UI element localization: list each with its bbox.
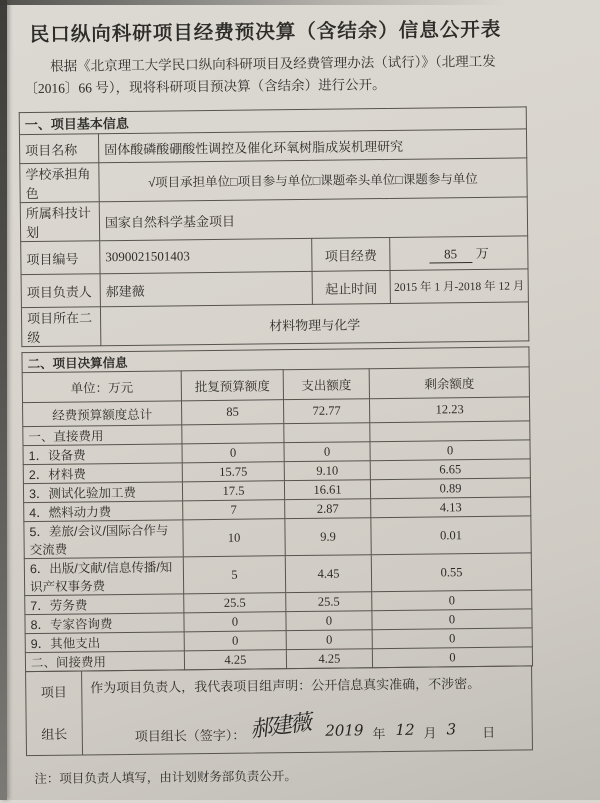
row-approved (182, 424, 284, 444)
table-row (20, 197, 527, 242)
handwritten-month: 12 (395, 720, 415, 739)
row-label: 7．劳务费 (25, 594, 184, 615)
pi-label: 项目负责人 (21, 274, 100, 308)
row-approved: 25.5 (184, 593, 286, 613)
row-approved: 0 (184, 631, 286, 651)
row-label: 8．专家咨询费 (25, 613, 184, 634)
row-remaining: 0 (372, 609, 532, 630)
row-remaining: 0 (372, 628, 532, 649)
row-label: 4．燃料动力费 (24, 501, 183, 522)
row-label: 1．设备费 (23, 444, 182, 465)
signature-row (135, 712, 526, 747)
row-approved: 10 (183, 519, 285, 557)
row-spent: 9.10 (284, 461, 370, 481)
row-spent: 4.25 (286, 649, 372, 669)
program-value: 国家自然科学基金项目 (99, 197, 527, 241)
row-label: 5．差旅/会议/国际合作与交流费 (24, 520, 183, 559)
row-label: 二、间接费用 (25, 651, 184, 672)
project-no-label: 项目编号 (21, 241, 100, 275)
program-label: 所属科技计划 (20, 202, 99, 242)
day-unit: 日 (482, 724, 496, 740)
unit-header: 单位：万元 (22, 371, 181, 403)
dept-value: 材料物理与化学 (100, 302, 528, 346)
row-spent: 72.77 (283, 399, 369, 424)
dept-label: 项目所在二级 (21, 307, 100, 347)
row-spent: 0 (284, 442, 370, 462)
row-remaining: 0.55 (371, 553, 531, 592)
row-remaining: 0 (370, 440, 530, 461)
row-remaining: 6.65 (370, 459, 530, 480)
declaration-right-cell (82, 666, 532, 754)
row-label: 9．其他支出 (25, 632, 184, 653)
budget-section-title: 二、项目决算信息 (22, 347, 529, 373)
declaration-block (25, 665, 533, 756)
row-approved: 0 (182, 443, 284, 463)
row-spent: 9.9 (285, 518, 371, 556)
basic-info-table (19, 106, 530, 347)
funding-unit: 万 (475, 245, 489, 261)
row-spent: 0 (286, 611, 372, 631)
row-approved: 85 (182, 400, 284, 425)
pi-name: 郝建薇 (100, 271, 312, 306)
row-remaining: 0.89 (370, 478, 530, 499)
sign-label: 项目组长（签字）： (134, 727, 246, 744)
page-title: 民口纵向科研项目经费预决算（含结余）信息公开表 (29, 19, 502, 47)
table-row (20, 158, 527, 203)
row-label: 3．测试化验加工费 (23, 482, 182, 503)
year-unit: 年 (372, 726, 386, 742)
declaration-statement: 作为项目负责人，我代表项目组声明：公开信息真实准确，不涉密。 (90, 675, 481, 696)
period-label: 起止时间 (312, 270, 390, 304)
row-remaining: 0.01 (371, 516, 531, 555)
col-remaining-header: 剩余额度 (369, 367, 529, 399)
row-remaining: 4.13 (371, 497, 531, 518)
basic-info-section-title: 一、项目基本信息 (19, 107, 526, 135)
footnote: 注：项目负责人填写，由计划财务部负责公开。 (34, 769, 297, 787)
row-spent: 16.61 (284, 480, 370, 500)
col-spent-header: 支出额度 (283, 369, 369, 400)
row-label: 2．材料费 (23, 463, 182, 484)
row-approved: 7 (183, 500, 285, 520)
funding-amount: 85 (429, 246, 472, 263)
project-name-label: 项目名称 (19, 134, 98, 164)
role-label: 学校承担角色 (20, 163, 99, 203)
row-remaining: 12.23 (369, 397, 529, 423)
row-approved: 4.25 (184, 650, 286, 670)
intro-line-2: 〔2016〕66 号），现将科研项目预决算（含结余）进行公开。 (24, 77, 386, 97)
funding-label: 项目经费 (312, 237, 390, 271)
row-approved: 17.5 (182, 481, 284, 501)
row-approved: 0 (184, 612, 286, 632)
row-spent (284, 423, 370, 443)
role-value: √项目承担单位□项目参与单位□课题牵头单位□课题参与单位 (99, 158, 527, 202)
funding-value-cell (390, 236, 528, 271)
row-remaining (370, 421, 530, 442)
row-label: 经费预算额度总计 (23, 401, 182, 427)
row-spent: 25.5 (286, 592, 372, 612)
project-name-value: 固体酸磷酸硼酸性调控及催化环氧树脂成炭机理研究 (98, 129, 526, 163)
handwritten-year: 2019 (325, 721, 364, 740)
row-remaining: 0 (372, 590, 532, 611)
row-spent: 2.87 (285, 499, 371, 519)
row-label: 一、直接费用 (23, 425, 182, 446)
table-row (24, 553, 531, 596)
col-approved-header: 批复预算额度 (181, 370, 283, 401)
declaration-left-cell (26, 671, 83, 755)
decl-left-line-1: 项目 (40, 684, 67, 700)
row-spent: 0 (286, 630, 372, 650)
handwritten-day: 3 (446, 720, 457, 739)
intro-paragraph (24, 50, 558, 100)
photo-top-edge (0, 0, 600, 5)
handwritten-signature: 郝建薇 (248, 710, 311, 744)
project-no-value: 3090021501403 (100, 238, 312, 273)
table-row (21, 302, 528, 347)
decl-left-line-2: 组长 (41, 726, 68, 742)
row-label: 6．出版/文献/信息传播/知识产权事务费 (24, 557, 183, 596)
budget-table (21, 346, 533, 672)
table-row (24, 516, 531, 559)
row-approved: 5 (183, 556, 285, 594)
month-unit: 月 (423, 725, 437, 741)
row-approved: 15.75 (182, 462, 284, 482)
row-remaining: 0 (372, 647, 532, 668)
row-spent: 4.45 (285, 555, 371, 593)
photo-left-edge (0, 0, 7, 800)
period-value: 2015 年 1 月-2018 年 12 月 (390, 269, 528, 304)
intro-line-1: 根据《北京理工大学民口纵向科研项目及经费管理办法（试行）》（北理工发 (50, 53, 496, 74)
